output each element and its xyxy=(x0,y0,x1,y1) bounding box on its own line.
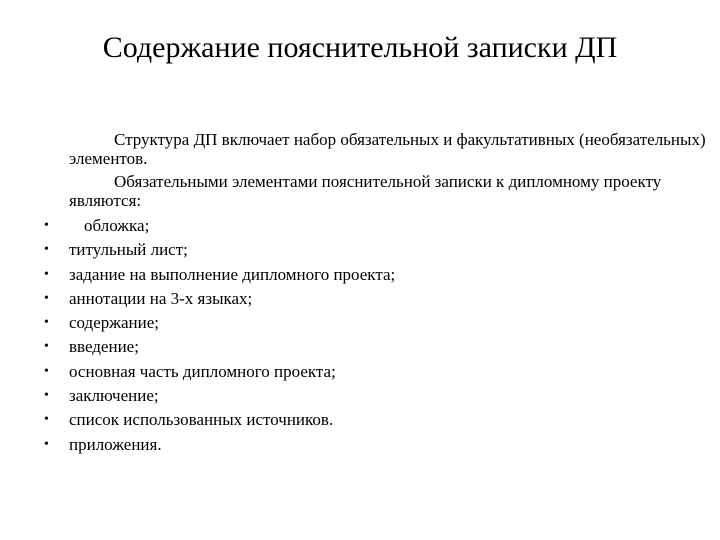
bullet-icon: • xyxy=(44,315,49,331)
bullet-icon: • xyxy=(44,363,49,379)
slide-body xyxy=(44,126,709,457)
list-item xyxy=(44,384,709,408)
list-item xyxy=(44,360,709,384)
list-item-text: приложения. xyxy=(69,434,162,454)
list-item-text: список использованных источников. xyxy=(69,410,334,430)
list-item-text: обложка; xyxy=(84,216,150,235)
bullet-icon: • xyxy=(44,412,49,428)
list-item-text: аннотации на 3-х языках; xyxy=(69,288,253,308)
list-item-text: заключение; xyxy=(69,386,159,406)
list-item xyxy=(44,263,709,287)
required-elements-paragraph: Обязательными элементами пояснительной записки к дипломному проекту являются: xyxy=(69,172,662,210)
bullet-icon: • xyxy=(44,388,49,404)
list-item xyxy=(44,335,709,359)
list-item-text: задание на выполнение дипломного проекта; xyxy=(69,264,396,284)
bullet-icon: • xyxy=(44,242,49,258)
list-item xyxy=(44,287,709,311)
list-item-text: основная часть дипломного проекта; xyxy=(69,361,336,381)
list-item-text: титульный лист; xyxy=(69,240,188,260)
bullet-icon: • xyxy=(44,218,49,233)
bullet-icon: • xyxy=(44,436,49,452)
list-item xyxy=(44,408,709,432)
list-item-text: содержание; xyxy=(69,313,160,333)
list-item xyxy=(44,214,709,238)
bullet-icon: • xyxy=(44,266,49,282)
list-item xyxy=(44,238,709,262)
slide-title: Содержание пояснительной записки ДП xyxy=(102,31,618,64)
list-item-text: введение; xyxy=(69,337,139,357)
required-elements-list xyxy=(44,214,709,457)
bullet-icon: • xyxy=(44,290,49,306)
list-item xyxy=(44,311,709,335)
intro-paragraph: Структура ДП включает набор обязательных и факультативных (необязательных) элементов. xyxy=(69,130,706,168)
bullet-icon: • xyxy=(44,339,49,355)
list-item xyxy=(44,433,709,457)
